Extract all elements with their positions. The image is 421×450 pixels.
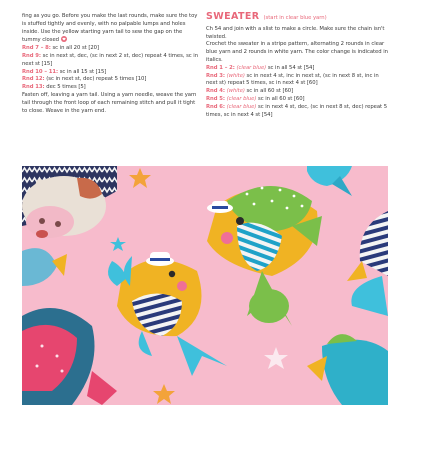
- round-label: Rnd 10 – 11:: [22, 68, 59, 75]
- section-title: SWEATER: [206, 11, 260, 22]
- round-text: sc in all 54 st [54]: [266, 64, 315, 71]
- round-text: sc in next st, dec, (sc in next 2 st, dec) repeat 4 times, sc in next st [15]: [22, 52, 198, 67]
- round-label: Rnd 9:: [22, 52, 41, 59]
- round-color: (white): [226, 72, 245, 79]
- round-text: sc in next 4 st, inc in next st, (sc in next 8 st, inc in next st) repeat 5 times, sc in next 4 st [60]: [206, 72, 379, 87]
- round-color: (clear blue): [236, 64, 267, 71]
- round-row: [206, 104, 388, 120]
- round-label: Rnd 7 – 8:: [22, 45, 51, 52]
- round-label: Rnd 3:: [206, 72, 225, 79]
- round-label: Rnd 12:: [22, 76, 45, 83]
- round-text: sc in all 20 st [20]: [50, 45, 100, 52]
- right-text-column: [206, 13, 388, 119]
- round-color: (clear blue): [226, 103, 257, 110]
- section-heading: [206, 13, 388, 23]
- round-text: sc in all 60 st [60]: [256, 95, 305, 102]
- round-row: [206, 73, 388, 89]
- round-row: [206, 88, 388, 96]
- round-text: sc in all 60 st [60]: [244, 88, 294, 95]
- heart-icon: [61, 36, 67, 42]
- round-row: [22, 53, 200, 69]
- section-subtitle: (start in clear blue yarn): [263, 15, 327, 21]
- intro-paragraph: Ch 54 and join with a slist to make a circle. Make sure the chain isn't twisted.: [206, 25, 385, 40]
- round-text: dec 5 times [5]: [44, 84, 86, 91]
- round-label: Rnd 1 – 2:: [206, 64, 235, 71]
- round-color: (clear blue): [226, 95, 257, 102]
- amigurumi-fish-photo: [22, 166, 388, 405]
- round-label: Rnd 5:: [206, 95, 225, 102]
- round-row: [206, 96, 388, 104]
- instruction-text: fing as you go. Before you make the last rounds, make sure the toy is stuffed tightly and evenly, with no palpable lumps and holes inside. Use the yellow starting yarn tail to sew the gap on the tummy closed: [22, 13, 198, 44]
- round-color: (white): [226, 88, 245, 95]
- round-label: Rnd 6:: [206, 103, 225, 110]
- round-row: [206, 65, 388, 73]
- round-text: sc in next 4 st, dec, (sc in next 8 st, dec) repeat 5 times, sc in next 4 st [54]: [206, 103, 388, 118]
- instruction-paragraph: [22, 13, 200, 45]
- intro-paragraph-2: Crochet the sweater in a stripe pattern, alternating 2 rounds in clear blue yarn and 2 rounds in white yarn. The color change is indicated in italics.: [206, 41, 388, 63]
- round-text: (sc in next st, dec) repeat 5 times [10]: [44, 76, 147, 83]
- round-label: Rnd 13:: [22, 84, 45, 91]
- left-text-column: [22, 13, 200, 115]
- round-row: [22, 45, 200, 53]
- round-row: [22, 84, 200, 92]
- photo-illustration: [22, 166, 388, 405]
- round-text: sc in all 15 st [15]: [58, 68, 107, 75]
- round-label: Rnd 4:: [206, 88, 225, 95]
- finishing-paragraph: Fasten off, leaving a yarn tail. Using a yarn needle, weave the yarn tail through the front loop of each remaining stitch and pull it tight to close. Weave in the yarn end.: [22, 91, 197, 114]
- round-row: [22, 69, 200, 77]
- round-row: [22, 76, 200, 84]
